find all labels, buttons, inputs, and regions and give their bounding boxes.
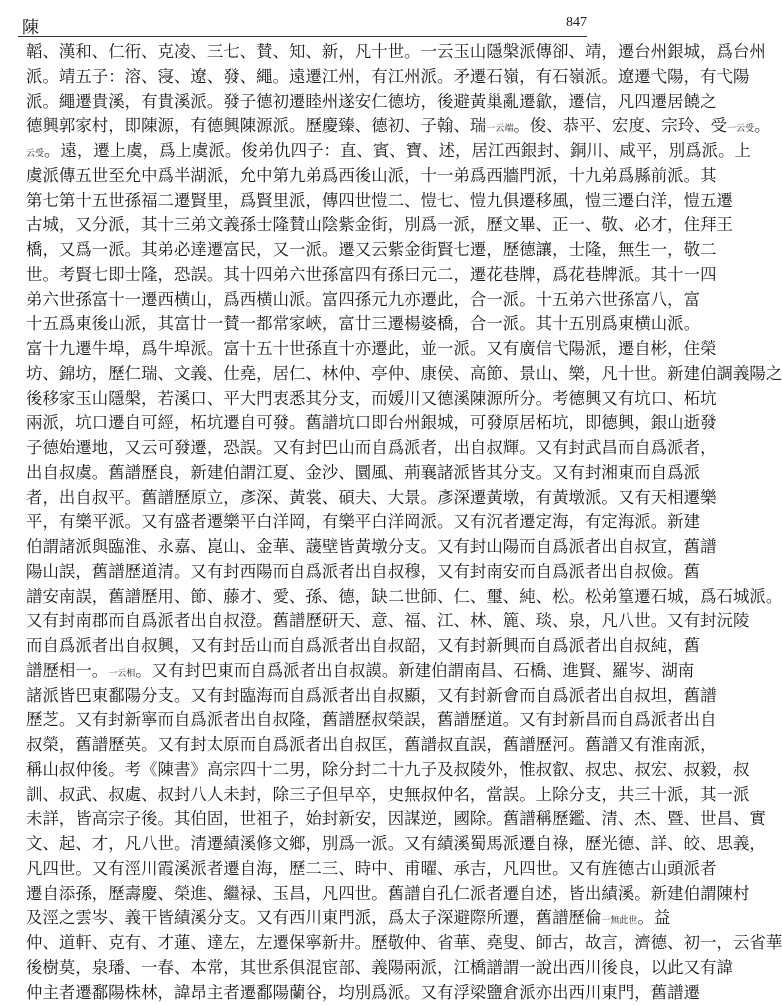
text-line: [26, 684, 585, 709]
text-run: 叔榮，舊譜歷英。又有封太原而自爲派者出自叔匡，舊譜叔直誤，舊譜歷河。舊譜又有淮南派，: [26, 735, 717, 754]
text-run: 後移家玉山隱槃，若溪口、平大門衷悉其分支，而媛川又德溪陳源所分。考德興又有坑口、柘坑: [26, 389, 717, 408]
text-line: [26, 164, 585, 189]
text-line: [26, 981, 585, 1005]
text-line: [26, 65, 585, 90]
text-run: 富十九遷牛埠，爲牛埠派。富十五十世孫直十亦遷此，並一派。又有廣信弋陽派，遷自彬，住榮: [26, 339, 717, 358]
small-annotation: 一云受: [727, 124, 754, 134]
text-line: [26, 832, 585, 857]
text-line: [26, 461, 585, 486]
text-run: 又有封南郡而自爲派者出自叔澄。舊譜歷研天、意、福、江、林、簏、琰、泉，凡八世。又有封沅陵: [26, 611, 749, 630]
text-run: 文、起、才，凡八世。清遷績溪修文鄉，別爲一派。又有績溪蜀馬派遷自祿，歷光德、詳、皎、思義，: [26, 834, 766, 853]
text-line: [26, 882, 585, 907]
text-run: 譜歷相一。: [26, 661, 108, 680]
text-run: 陽山誤，舊譜歷道清。又有封西陽而自爲派者出自叔穆，又有封南安而自爲派者出自叔儉。舊: [26, 562, 700, 581]
text-line: [26, 560, 585, 585]
text-line: [26, 609, 585, 634]
text-run: 者，出自叔平。舊譜歷原立，彥深、黃裳、碩夫、大景。彥深遷黃墩，有黃墩派。又有天相遷樂: [26, 488, 717, 507]
text-line: [26, 337, 585, 362]
text-run: 古城，又分派，其十三弟文義孫士隆賛山陰紫金街，別爲一派，歷文畢、正一、敬、必才，住拜王: [26, 215, 733, 234]
text-run: 伯謂諸派與臨淮、永嘉、崑山、金華、蘐壁皆黃墩分支。又有封山陽而自爲派者出自叔宣，舊譜: [26, 537, 717, 556]
text-line: [26, 634, 585, 659]
text-run: 稱山叔仲後。考《陳書》高宗四十二男，除分封二十九子及叔陵外，惟叔叡、叔忠、叔宏、叔毅，叔: [26, 760, 749, 779]
text-run: 及涇之雲岑、義干皆績溪分支。又有西川東門派，爲太子深避際所遷，舊譜歷倫: [26, 908, 601, 927]
text-line: [26, 659, 585, 684]
text-run: 而自爲派者出自叔興，又有封岳山而自爲派者出自叔韶，又有封新興而自爲派者出自叔純，舊: [26, 636, 700, 655]
text-run: 坊、錦坊，歷仁瑞、文義、仕堯，居仁、林仲、亭仲、康侯、高節、景山、樂，凡十世。新建伯調義陽之: [26, 364, 782, 383]
text-run: 。俊、恭平、宏度、宗玲、受: [513, 116, 727, 135]
text-line: [26, 931, 585, 956]
text-run: 德興郭家村，即陳源，有德興陳源派。歷慶臻、德初、子翰、瑞: [26, 116, 486, 135]
text-run: 仲主者遷鄱陽株林，諱昂主者遷鄱陽蘭谷，均別爲派。又有浮梁鹽倉派亦出西川東門，舊譜遷: [26, 983, 700, 1002]
text-line: [26, 510, 585, 535]
text-line: [26, 312, 585, 337]
text-run: 兩派，坑口遷自可經，柘坑遷自可發。舊譜坑口即台州銀城，可發原居柘坑，即德興，銀山逝發: [26, 413, 717, 432]
text-run: 弟六世孫富十一遷西横山，爲西横山派。富四孫元九亦遷此，合一派。十五弟六世孫富八，富: [26, 290, 700, 309]
text-line: [26, 40, 585, 65]
text-line: [26, 807, 585, 832]
text-line: [26, 189, 585, 214]
text-line: [26, 139, 585, 164]
text-run: 橋，又爲一派。其弟必達遷富民，又一派。遷又云紫金街賢七遷，歷德讓，士隆，無生一，敬二: [26, 240, 717, 259]
text-run: 歷芝。又有封新寧而自爲派者出自叔隆，舊譜歷叔榮誤，舊譜歷道。又有封新昌而自爲派者出自: [26, 710, 717, 729]
page-header: [18, 10, 587, 37]
small-annotation: 一無此世: [601, 916, 637, 926]
text-run: 凡四世。又有涇川霞溪派者遷自海，歷二三、時中、甫曜、承吉，凡四世。又有旌德古山頭派者: [26, 859, 717, 878]
text-line: [26, 238, 585, 263]
text-line: [26, 411, 585, 436]
text-line: [26, 733, 585, 758]
page-body: [26, 40, 585, 1005]
text-run: 後樹莫，泉璠、一春、本常，其世系俱混宦部、義陽兩派，江橋譜謂一說出西川後良，以此又有諱: [26, 958, 733, 977]
text-line: [26, 857, 585, 882]
text-run: 派。靖五子：溶、寖、遼、發、繩。遠遷江州，有江州派。矛遷石嶺，有石嶺派。遼遷弋陽，有弋陽: [26, 67, 749, 86]
text-run: 。又有封巴東而自爲派者出自叔謨。新建伯謂南昌、石橋、進賢、羅岑、湖南: [135, 661, 694, 680]
text-line: [26, 263, 585, 288]
text-run: 韜、漢和、仁衎、克凌、三七、賛、知、新，凡十世。一云玉山隱槃派傳卻、靖，遷台州銀城，爲台州: [26, 42, 766, 61]
text-run: 。遠，遷上虞，爲上虞派。俊弟仇四子：直、賓、寶、述，居江西銀封、銅川、咸平，別爲派。上: [44, 141, 751, 160]
text-run: 十五爲東後山派，其富廿一賛一都常家峽，富廿三遷楊婆橋，合一派。其十五別爲東横山派。: [26, 314, 700, 333]
text-line: [26, 288, 585, 313]
text-run: 派。繩遷貴溪，有貴溪派。發子德初遷睦州遂安仁德坊，後避黃巢亂遷歙，遷信，凡四遷居饒之: [26, 92, 717, 111]
text-line: [26, 758, 585, 783]
text-line: [26, 387, 585, 412]
text-line: [26, 783, 585, 808]
text-run: 出自叔虞。舊譜歷良，新建伯謂江夏、金沙、圜風、荊襄諸派皆其分支。又有封湘東而自爲派: [26, 463, 700, 482]
text-line: [26, 213, 585, 238]
text-run: 遷自添孫，歷壽慶、榮進、繼禄、玉昌，凡四世。舊譜自孔仁派者遷自述，皆出績溪。新建伯謂陳村: [26, 884, 749, 903]
small-annotation: 一云相: [108, 669, 135, 679]
small-annotation: 云受: [26, 149, 44, 159]
text-line: [26, 486, 585, 511]
text-run: 仲、道軒、克有、才蓮、達左，左遷保寧新井。歷敬仲、省華、堯叟、師古，故言，濟德、初一，云省華: [26, 933, 782, 952]
text-run: 譜安南誤，舊譜歷用、節、藤才、愛、孫、德，缺二世師、仁、璽、純、松。松弟篁遷石城，爲石城派。: [26, 587, 782, 606]
text-run: 。: [754, 116, 770, 135]
text-run: 。益: [637, 908, 670, 927]
text-run: 訓、叔武、叔處、叔封八人未封，除三子但早卒，史無叔仲名，當誤。上除分支，共三十派，其一派: [26, 785, 749, 804]
text-line: [26, 90, 585, 115]
text-line: [26, 535, 585, 560]
text-line: [26, 362, 585, 387]
text-line: [26, 436, 585, 461]
text-run: 平，有樂平派。又有盛者遷樂平白洋岡，有樂平白洋岡派。又有沉者遷定海，有定海派。新建: [26, 512, 700, 531]
text-run: 世。考賢七即士隆，恐誤。其十四弟六世孫富四有孫曰元二，遷花巷牌，爲花巷牌派。其十一四: [26, 265, 717, 284]
text-run: 未詳，皆高宗子後。其伯固，世祖子，始封新安，因謀逆，國除。舊譜稱歷鑑、清、杰、暨、世昌、實: [26, 809, 766, 828]
text-line: [26, 114, 585, 139]
text-run: 第七第十五世孫福二遷賢里，爲賢里派，傳四世愷二、愷七、愷九俱遷移風，愷三遷白洋，愷五遷: [26, 191, 733, 210]
text-line: [26, 585, 585, 610]
small-annotation: 一云端: [486, 124, 513, 134]
text-line: [26, 708, 585, 733]
page-number: 847: [566, 15, 587, 31]
text-run: 虞派傳五世至允中爲半湖派，允中第九弟爲西後山派，十一弟爲西牆門派，十九弟爲縣前派。其: [26, 166, 717, 185]
text-run: 諸派皆巴東鄱陽分支。又有封臨海而自爲派者出自叔顯，又有封新會而自爲派者出自叔坦，舊譜: [26, 686, 717, 705]
text-run: 子德始遷地，又云可發遷，恐誤。又有封巴山而自爲派者，出自叔輝。又有封武昌而自爲派者，: [26, 438, 717, 457]
text-line: [26, 906, 585, 931]
running-title: 陳: [22, 13, 40, 38]
text-line: [26, 956, 585, 981]
